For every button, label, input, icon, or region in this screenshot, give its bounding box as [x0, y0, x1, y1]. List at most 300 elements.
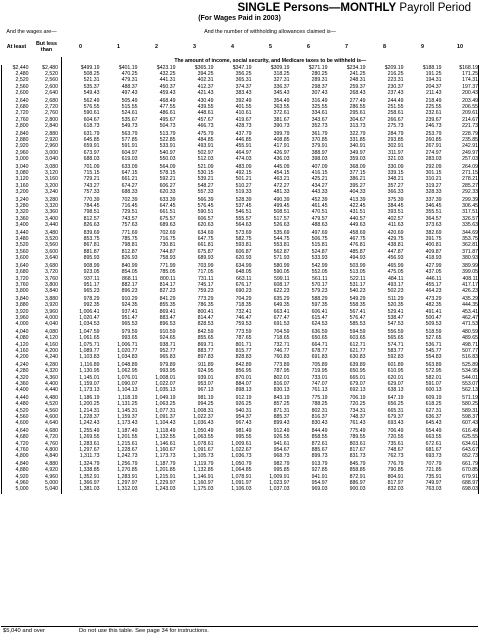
withholding-cell: 620.63	[197, 221, 214, 228]
withholding-cell: 1,103.83	[79, 353, 100, 360]
withholding-cell: 246.73	[425, 122, 442, 129]
withholding-cell: 571.19	[442, 395, 479, 401]
withholding-cell: 763.03	[425, 486, 442, 492]
withholding-cell: 310.21	[425, 176, 442, 183]
withholding-cell: 800.11	[160, 275, 176, 282]
withholding-cell: 719.95	[311, 368, 328, 375]
withholding-cell: 592.83	[387, 353, 404, 360]
withholding-cell: 855.65	[197, 335, 214, 342]
wage-at-least: 3,160	[2, 183, 32, 189]
withholding-cell: 674.27	[121, 182, 138, 189]
withholding-cell: 1,009.61	[231, 440, 252, 447]
withholding-cell: 621.77	[349, 347, 366, 354]
withholding-cell: 513.05	[349, 269, 366, 276]
withholding-cell: 248.31	[349, 77, 366, 84]
withholding-cell: 965.23	[83, 287, 100, 294]
withholding-cell: 518.59	[425, 329, 442, 336]
withholding-cell: 1,091.97	[231, 479, 252, 486]
withholding-cell: 482.35	[425, 302, 442, 309]
wage-at-least: 3,880	[2, 302, 32, 308]
wage-at-least: 4,160	[2, 348, 32, 354]
withholding-cell: 691.83	[311, 353, 328, 360]
withholding-cell: 466.73	[197, 122, 214, 129]
withholding-cell: 1,047.59	[79, 329, 100, 336]
withholding-cell: 544.75	[273, 236, 290, 243]
withholding-cell: 563.89	[425, 362, 442, 369]
wage-less-than: 3,800	[32, 282, 62, 288]
withholding-cell: 993.65	[121, 335, 138, 342]
withholding-cell: 1,215.91	[155, 473, 176, 480]
withholding-cell: 968.73	[273, 452, 290, 459]
withholding-cell: 937.11	[84, 275, 100, 282]
withholding-cell: 770.39	[83, 197, 100, 204]
withholding-cell: 1,078.61	[193, 440, 214, 447]
withholding-cell: 871.31	[273, 407, 290, 414]
wage-at-least: 4,760	[2, 447, 32, 453]
withholding-cell: 1,106.03	[231, 486, 252, 492]
withholding-cell: 1,228.67	[117, 446, 138, 453]
wage-less-than: $2,480	[32, 65, 62, 71]
withholding-cell: 377.15	[349, 170, 366, 177]
withholding-cell: 590.51	[197, 209, 214, 216]
withholding-cell: 826.93	[121, 254, 138, 261]
withholding-cell: 552.05	[311, 269, 328, 276]
withholding-cell: 1,022.67	[231, 446, 252, 453]
wage-less-than: 3,120	[32, 170, 62, 176]
withholding-cell: 590.05	[273, 269, 290, 276]
withholding-cell: 608.17	[273, 281, 290, 288]
withholding-cell: 773.59	[235, 329, 252, 336]
withholding-cell: 654.49	[425, 428, 442, 435]
withholding-cell: 258.61	[387, 110, 404, 117]
withholding-cell: 392.49	[235, 98, 252, 105]
withholding-cell: 691.53	[273, 320, 290, 327]
withholding-cell: 868.11	[122, 275, 138, 282]
wage-less-than: 2,880	[32, 131, 62, 137]
withholding-cell: $209.19	[384, 65, 404, 71]
wage-less-than: 5,000	[32, 480, 62, 486]
withholding-cell: 912.49	[273, 428, 290, 435]
withholding-cell: 585.53	[349, 320, 366, 327]
withholding-cell: 720.55	[387, 434, 404, 441]
withholding-cell: 978.29	[83, 296, 100, 303]
withholding-cell: 1,242.73	[117, 452, 138, 459]
withholding-cell: 1,270.85	[117, 467, 138, 474]
withholding-cell: 758.93	[159, 254, 176, 261]
withholding-cell: 354.49	[273, 98, 290, 105]
withholding-cell: 553.07	[442, 381, 479, 387]
withholding-cell: 230.37	[387, 83, 404, 90]
wage-at-least: 2,960	[2, 150, 32, 156]
wage-at-least: $2,440	[2, 65, 32, 71]
withholding-cell: $423.19	[156, 65, 176, 71]
allowance-col-4: 4	[231, 44, 234, 50]
withholding-cell: 216.25	[387, 71, 404, 78]
wage-at-least: 4,800	[2, 453, 32, 461]
withholding-cell: 462.47	[442, 315, 479, 321]
withholding-cell: 479.57	[311, 215, 328, 222]
withholding-cell: 787.65	[235, 335, 252, 342]
withholding-cell: 516.83	[442, 354, 479, 362]
withholding-cell: 498.71	[442, 342, 479, 348]
withholding-cell: 954.67	[273, 446, 290, 453]
withholding-cell: 924.95	[197, 368, 214, 375]
withholding-cell: 675.87	[197, 248, 214, 255]
withholding-cell: 550.03	[159, 155, 176, 162]
withholding-cell: 939.01	[197, 374, 214, 381]
withholding-cell: 431.51	[349, 209, 366, 216]
withholding-cell: 278.21	[442, 176, 479, 182]
withholding-cell: 580.25	[442, 401, 479, 407]
wage-less-than: 2,800	[32, 117, 62, 123]
allowances-header: And the number of withholding allowances claimed is—	[204, 29, 336, 35]
withholding-cell: 1,063.55	[193, 434, 214, 441]
wage-at-least: 3,920	[2, 309, 32, 315]
withholding-cell: 869.41	[159, 308, 176, 315]
withholding-cell: 490.39	[273, 197, 290, 204]
withholding-cell: 425.21	[311, 176, 328, 183]
wage-at-least: 4,520	[2, 408, 32, 414]
withholding-cell: 845.79	[349, 461, 366, 468]
withholding-cell: 1,034.83	[117, 353, 138, 360]
withholding-cell: 619.03	[121, 155, 138, 162]
withholding-cell: 715.15	[83, 170, 100, 177]
withholding-cell: 546.51	[235, 209, 252, 216]
withholding-cell: 292.33	[442, 189, 479, 197]
withholding-cell: 1,214.31	[79, 407, 100, 414]
wage-less-than: 3,360	[32, 209, 62, 215]
withholding-cell: 629.07	[387, 380, 404, 387]
withholding-cell: 618.73	[83, 122, 100, 129]
withholding-cell: 1,311.73	[79, 452, 100, 459]
wage-less-than: 3,880	[32, 296, 62, 302]
withholding-cell: 743.57	[121, 215, 138, 222]
withholding-cell: 452.39	[311, 197, 328, 204]
withholding-cell: 1,381.03	[79, 486, 100, 492]
withholding-cell: 228.79	[442, 131, 479, 137]
withholding-cell: 731.11	[198, 275, 214, 282]
withholding-cell: 816.07	[273, 380, 290, 387]
withholding-cell: 483.09	[235, 164, 252, 171]
withholding-cell: 375.39	[387, 197, 404, 204]
withholding-cell: 826.63	[83, 221, 100, 228]
wage-less-than: 2,680	[32, 98, 62, 104]
withholding-cell: 538.47	[387, 314, 404, 321]
wage-less-than: 3,160	[32, 176, 62, 182]
withholding-cell: 492.15	[235, 170, 252, 177]
withholding-cell: 831.73	[349, 452, 366, 459]
withholding-cell: 206.55	[442, 104, 479, 110]
withholding-cell: 745.17	[197, 281, 214, 288]
wage-less-than: 2,640	[32, 90, 62, 98]
wage-at-least: 4,560	[2, 414, 32, 420]
withholding-cell: 277.49	[349, 98, 366, 105]
withholding-cell: 1,009.91	[269, 473, 290, 480]
table-body	[2, 65, 479, 494]
wage-less-than: 3,440	[32, 222, 62, 230]
withholding-cell: 1,146.61	[155, 440, 176, 447]
withholding-cell: 556.59	[387, 329, 404, 336]
wage-less-than: 4,520	[32, 401, 62, 407]
withholding-cell: 704.59	[273, 329, 290, 336]
withholding-cell: 564.63	[235, 221, 252, 228]
wage-at-least: 3,080	[2, 170, 32, 176]
wage-less-than: 2,560	[32, 77, 62, 83]
withholding-cell: 472.27	[273, 182, 290, 189]
withholding-cell: 459.43	[159, 89, 176, 96]
withholding-cell: 225.55	[425, 104, 442, 111]
withholding-cell: 582.01	[425, 374, 442, 381]
withholding-cell: 606.27	[159, 182, 176, 189]
withholding-cell: 539.21	[197, 176, 214, 183]
withholding-cell: 428.73	[235, 122, 252, 129]
withholding-cell: 533.91	[159, 143, 176, 150]
withholding-cell: 1,146.91	[193, 473, 214, 480]
wage-at-least: 4,360	[2, 381, 32, 387]
withholding-cell: 705.89	[311, 362, 328, 369]
withholding-cell: 649.35	[273, 302, 290, 309]
withholding-cell: 204.37	[425, 83, 442, 90]
wage-less-than: 2,920	[32, 137, 62, 143]
withholding-cell: 421.43	[197, 89, 214, 96]
withholding-cell: 253.79	[425, 131, 442, 138]
withholding-cell: 1,036.73	[231, 452, 252, 459]
withholding-cell: 244.49	[387, 98, 404, 105]
withholding-cell: 1,215.61	[117, 440, 138, 447]
withholding-cell: 402.31	[197, 77, 214, 84]
withholding-cell: 328.33	[425, 188, 442, 195]
allowance-col-7: 7	[345, 44, 348, 50]
withholding-cell: 815.77	[235, 347, 252, 354]
withholding-cell: 790.85	[387, 467, 404, 474]
withholding-cell: 659.91	[83, 143, 100, 150]
withholding-cell: 547.53	[387, 320, 404, 327]
withholding-cell: 650.65	[311, 335, 328, 342]
withholding-cell: 634.69	[197, 230, 214, 237]
withholding-cell: 505.49	[121, 98, 138, 105]
wage-at-least: 2,840	[2, 131, 32, 137]
title-suffix: Payroll Period	[396, 2, 471, 14]
withholding-cell: 883.77	[197, 347, 214, 354]
withholding-cell: 493.91	[197, 143, 214, 150]
wage-less-than: 3,400	[32, 216, 62, 222]
withholding-cell: 583.77	[387, 347, 404, 354]
withholding-cell: 591.07	[425, 380, 442, 387]
wage-at-least: 3,120	[2, 176, 32, 182]
withholding-cell: 473.29	[425, 296, 442, 303]
withholding-cell: 1,186.19	[79, 395, 100, 402]
withholding-cell: 271.15	[442, 170, 479, 176]
withholding-cell: 702.69	[159, 230, 176, 237]
withholding-cell: 520.35	[387, 302, 404, 309]
withholding-cell: 639.89	[349, 362, 366, 369]
withholding-cell: 881.87	[83, 248, 100, 255]
withholding-cell: 612.71	[349, 341, 366, 348]
withholding-cell: 418.93	[425, 254, 442, 261]
withholding-cell: 494.93	[349, 254, 366, 261]
withholding-cell: 1,297.67	[79, 446, 100, 453]
withholding-cell: 430.49	[197, 98, 214, 105]
withholding-cell: 664.71	[311, 341, 328, 348]
withholding-cell: 283.03	[425, 155, 442, 162]
withholding-cell: 346.45	[425, 203, 442, 210]
withholding-cell: 924.35	[121, 302, 138, 309]
withholding-cell: 436.03	[273, 155, 290, 162]
withholding-cell: 951.47	[121, 314, 138, 321]
wage-at-least: 2,600	[2, 90, 32, 98]
withholding-cell: 542.99	[311, 263, 328, 270]
allowance-col-3: 3	[193, 44, 196, 50]
withholding-cell: 591.91	[121, 143, 138, 150]
allowance-col-5: 5	[269, 44, 272, 50]
withholding-cell: 485.87	[349, 248, 366, 255]
withholding-cell: 311.97	[388, 149, 404, 156]
withholding-cell: 965.83	[159, 353, 176, 360]
withholding-cell: 521.31	[83, 77, 100, 84]
withholding-cell: 748.37	[349, 413, 366, 420]
withholding-cell: 548.27	[197, 182, 214, 189]
withholding-cell: 344.69	[442, 230, 479, 236]
withholding-cell: 677.47	[273, 314, 290, 321]
withholding-cell: 716.75	[159, 236, 176, 243]
withholding-cell: 571.93	[273, 254, 290, 261]
withholding-cell: 1,022.07	[155, 380, 176, 387]
withholding-cell: 266.67	[387, 116, 404, 123]
withholding-cell: 508.51	[273, 209, 290, 216]
withholding-cell: 689.63	[159, 221, 176, 228]
wage-less-than: 2,840	[32, 123, 62, 131]
withholding-cell: 951.17	[83, 281, 100, 288]
withholding-cell: 635.29	[273, 296, 290, 303]
withholding-cell: 522.11	[350, 275, 366, 282]
withholding-cell: 979.89	[159, 362, 176, 369]
wage-at-least: 2,680	[2, 104, 32, 110]
withholding-cell: 952.77	[159, 347, 176, 354]
withholding-cell: 404.33	[349, 188, 366, 195]
withholding-cell: 941.61	[273, 440, 290, 447]
withholding-cell: 260.85	[425, 137, 442, 144]
wage-less-than: 3,040	[32, 156, 62, 164]
withholding-cell: 679.37	[387, 413, 404, 420]
wage-less-than: 2,600	[32, 84, 62, 90]
wage-less-than: 3,840	[32, 288, 62, 296]
withholding-cell: 1,020.77	[117, 347, 138, 354]
withholding-cell: 1,269.55	[79, 434, 100, 441]
withholding-cell: 299.39	[442, 197, 479, 203]
withholding-cell: 701.09	[83, 164, 100, 171]
wage-less-than: 4,680	[32, 428, 62, 434]
withholding-cell: 439.55	[197, 104, 214, 111]
withholding-cell: 735.91	[425, 473, 442, 480]
withholding-cell: 359.03	[349, 155, 366, 162]
withholding-cell: 817.97	[387, 479, 404, 486]
withholding-cell: 289.31	[311, 77, 328, 84]
wage-at-least: 4,840	[2, 461, 32, 467]
withholding-cell: 912.19	[235, 395, 252, 402]
withholding-cell: 757.33	[83, 188, 100, 195]
table-row	[2, 222, 479, 230]
withholding-cell: 717.05	[197, 269, 214, 276]
wage-less-than: 2,520	[32, 71, 62, 77]
withholding-cell: 883.47	[159, 314, 176, 321]
withholding-cell: 242.91	[442, 143, 479, 149]
withholding-cell: 540.97	[159, 149, 176, 156]
withholding-cell: 599.11	[274, 275, 290, 282]
wage-less-than: 4,600	[32, 414, 62, 420]
withholding-cell: 241.25	[349, 71, 366, 78]
withholding-cell: 453.41	[442, 309, 479, 315]
withholding-cell: 1,023.97	[269, 479, 290, 486]
withholding-cell: 557.33	[197, 188, 214, 195]
withholding-cell: 371.87	[442, 249, 479, 255]
withholding-cell: 601.89	[387, 362, 404, 369]
withholding-cell: 886.97	[349, 479, 366, 486]
withholding-cell: 1,132.85	[193, 467, 214, 474]
wage-at-least: 4,440	[2, 395, 32, 401]
withholding-cell: 1,090.07	[117, 380, 138, 387]
wage-less-than: 2,960	[32, 143, 62, 149]
withholding-cell: 647.45	[159, 203, 176, 210]
withholding-cell: 1,175.03	[193, 486, 214, 492]
wage-less-than: 3,560	[32, 242, 62, 248]
withholding-cell: 578.15	[159, 170, 176, 177]
withholding-cell: 733.01	[311, 374, 328, 381]
withholding-cell: 688.03	[83, 155, 100, 162]
withholding-cell: 536.71	[425, 341, 442, 348]
withholding-cell: 832.03	[387, 486, 404, 492]
withholding-cell: 785.75	[121, 236, 138, 243]
withholding-cell: 534.95	[442, 368, 479, 374]
wage-less-than: 4,880	[32, 461, 62, 467]
withholding-cell: 280.25	[311, 71, 328, 78]
withholding-cell: 748.67	[387, 446, 404, 453]
withholding-cell: 839.69	[83, 230, 100, 237]
withholding-cell: 729.21	[83, 176, 100, 183]
wage-less-than: 3,960	[32, 309, 62, 315]
withholding-cell: 306.45	[442, 203, 479, 209]
withholding-cell: 647.19	[387, 395, 404, 402]
wage-at-least: 3,480	[2, 236, 32, 242]
withholding-cell: 995.85	[273, 467, 290, 474]
wage-at-least: 3,400	[2, 222, 32, 230]
withholding-cell: 330.09	[387, 164, 404, 171]
withholding-cell: 1,075.71	[79, 341, 100, 348]
withholding-cell: 798.81	[121, 242, 138, 249]
withholding-cell: 194.31	[425, 77, 442, 84]
withholding-cell: 853.75	[83, 236, 100, 243]
withholding-cell: 913.79	[311, 461, 328, 468]
wage-at-least: 3,280	[2, 203, 32, 209]
withholding-cell: 776.79	[387, 461, 404, 468]
withholding-cell: 706.19	[349, 395, 366, 402]
withholding-cell: 549.29	[349, 296, 366, 303]
withholding-cell: 380.93	[442, 255, 479, 263]
withholding-cell: 361.79	[311, 131, 328, 138]
withholding-cell: 458.69	[349, 230, 366, 237]
withholding-cell: 292.09	[425, 164, 442, 171]
withholding-cell: 953.07	[197, 380, 214, 387]
wages-header: And the wages are—	[6, 29, 57, 35]
withholding-cell: 771.69	[121, 230, 138, 237]
withholding-cell: 577.85	[121, 137, 138, 144]
withholding-cell: 1,173.43	[117, 419, 138, 426]
withholding-cell: 1,283.61	[79, 440, 100, 447]
withholding-cell: 812.87	[121, 248, 138, 255]
withholding-cell: 455.91	[235, 143, 252, 150]
withholding-cell: 620.01	[387, 374, 404, 381]
withholding-cell: 356.25	[235, 71, 252, 78]
withholding-cell: 814.17	[159, 281, 176, 288]
